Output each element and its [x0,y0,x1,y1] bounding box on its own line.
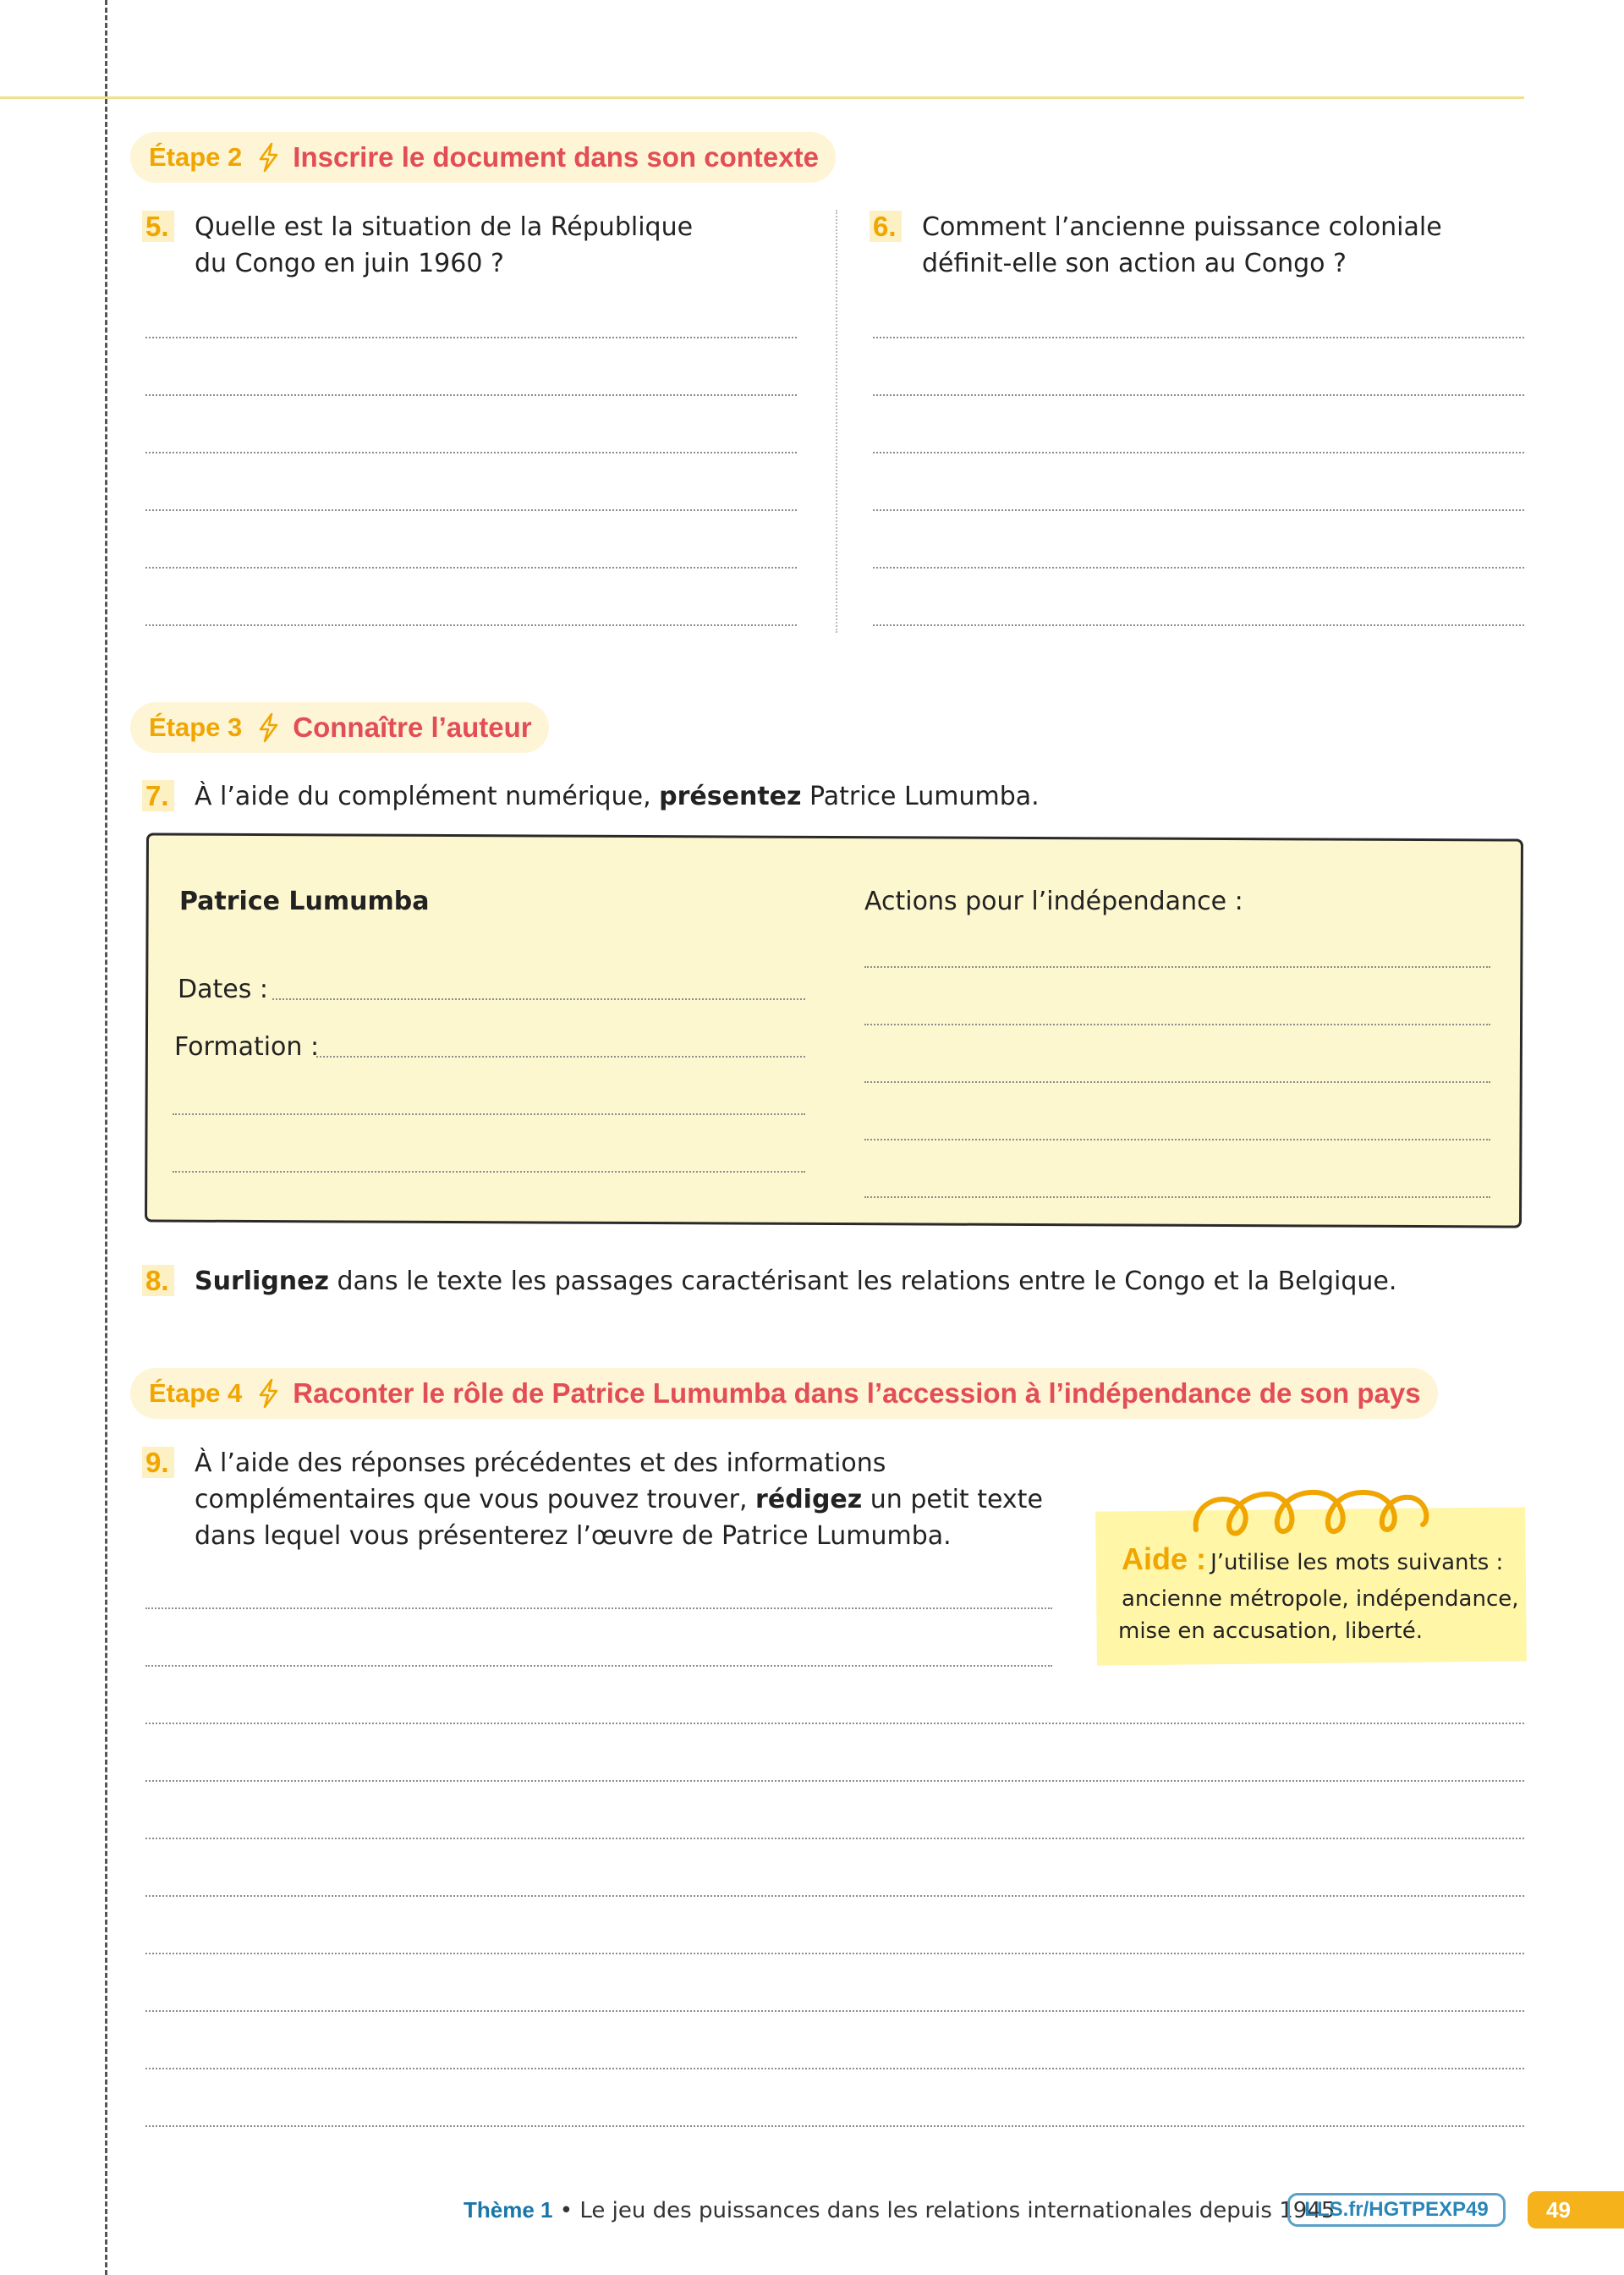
actions-field-line[interactable] [864,1081,1490,1083]
q5-answer-line[interactable] [145,624,797,626]
actions-field-line[interactable] [864,1196,1490,1198]
dates-field[interactable] [272,998,805,1000]
formation-field-line[interactable] [173,1113,805,1115]
question-5-line-2: du Congo en juin 1960 ? [195,249,504,278]
top-rule [0,96,1524,99]
q6-answer-line[interactable] [873,452,1524,453]
step-4-label: Étape 4 [149,1378,243,1408]
question-9-verb: rédigez [755,1485,863,1514]
q6-answer-line[interactable] [873,567,1524,569]
q6-answer-line[interactable] [873,509,1524,511]
footer-separator: • [552,2198,580,2223]
question-9-text [195,1445,1043,1554]
q9-answer-line[interactable] [145,2125,1524,2127]
footer-theme: Thème 1 [464,2197,553,2223]
q5-answer-line[interactable] [145,337,797,338]
step-2-label: Étape 2 [149,142,243,172]
question-8-text [195,1263,1396,1300]
actions-label: Actions pour l’indépendance : [864,887,1243,916]
card-name: Patrice Lumumba [179,887,430,916]
question-5-line-1: Quelle est la situation de la République [195,212,694,242]
question-9 [142,1446,174,1480]
lightning-icon [255,1378,281,1409]
question-7-text-start: À l’aide du complément numérique, [195,782,660,811]
q6-answer-line[interactable] [873,394,1524,396]
q5-answer-line[interactable] [145,452,797,453]
dates-label: Dates : [178,975,268,1004]
formation-field-line[interactable] [173,1171,805,1173]
lightning-icon [255,142,281,173]
question-9-line-3: dans lequel vous présenterez l’œuvre de Patrice Lumumba. [195,1521,952,1551]
question-8 [142,1264,174,1298]
step-4-title: Raconter le rôle de Patrice Lumumba dans l’accession à l’indépendance de son pays [293,1377,1421,1409]
step-2-heading [130,132,836,183]
question-8-verb: Surlignez [195,1267,329,1296]
question-9-line-1: À l’aide des réponses précédentes et des informations [195,1448,886,1478]
lightning-icon [255,712,281,743]
step-2-title: Inscrire le document dans son contexte [293,141,819,173]
q9-answer-line[interactable] [145,2010,1524,2012]
actions-field-line[interactable] [864,966,1490,968]
q9-answer-line[interactable] [145,2068,1524,2069]
question-8-number: 8. [142,1265,174,1296]
formation-field[interactable] [316,1056,805,1058]
footer [464,2195,1335,2228]
aide-line-1: J’utilise les mots suivants : [1210,1550,1504,1575]
question-7-text [195,778,1040,815]
question-9-line-2-start: complémentaires que vous pouvez trouver, [195,1485,756,1514]
question-9-number: 9. [142,1447,174,1478]
step-3-heading [130,702,549,753]
q9-answer-line[interactable] [145,1723,1524,1724]
aide-line-2: ancienne métropole, indépendance, [1122,1586,1519,1612]
q9-answer-line[interactable] [145,1607,1052,1609]
question-9-line-2-end: un petit texte [862,1485,1043,1514]
column-separator [836,210,837,633]
q9-answer-line[interactable] [145,1953,1524,1954]
actions-field-line[interactable] [864,1024,1490,1025]
question-6 [870,210,902,244]
formation-label: Formation : [174,1032,320,1062]
question-7-number: 7. [142,780,174,811]
question-6-text [922,209,1442,282]
spiral-binding-icon [1184,1481,1438,1543]
actions-field-line[interactable] [864,1139,1490,1140]
page-number: 49 [1528,2191,1624,2228]
q6-answer-line[interactable] [873,624,1524,626]
question-7 [142,779,174,813]
binding-margin-line [105,0,107,2275]
question-5-number: 5. [142,211,174,242]
q9-answer-line[interactable] [145,1838,1524,1839]
q6-answer-line[interactable] [873,337,1524,338]
question-5-text [195,209,693,282]
footer-link[interactable]: LLS.fr/HGTPEXP49 [1287,2193,1506,2227]
q5-answer-line[interactable] [145,509,797,511]
q9-answer-line[interactable] [145,1780,1524,1782]
step-3-title: Connaître l’auteur [293,712,532,743]
question-6-line-1: Comment l’ancienne puissance coloniale [922,212,1442,242]
aide-title: Aide : [1122,1541,1207,1576]
question-5 [142,210,174,244]
step-4-heading [130,1368,1438,1419]
q9-answer-line[interactable] [145,1895,1524,1897]
question-6-line-2: définit-elle son action au Congo ? [922,249,1347,278]
aide-line-3: mise en accusation, liberté. [1118,1618,1424,1644]
question-7-verb: présentez [659,782,802,811]
step-3-label: Étape 3 [149,712,243,742]
question-8-text-end: dans le texte les passages caractérisant les relations entre le Congo et la Belgique. [328,1267,1397,1296]
question-7-text-end: Patrice Lumumba. [801,782,1040,811]
footer-text: Le jeu des puissances dans les relations internationales depuis 1945 [579,2198,1336,2223]
aide-content [1122,1541,1503,1579]
q9-answer-line[interactable] [145,1665,1052,1667]
q5-answer-line[interactable] [145,394,797,396]
question-9-line-2 [195,1481,1043,1518]
q5-answer-line[interactable] [145,567,797,569]
question-6-number: 6. [870,211,902,242]
